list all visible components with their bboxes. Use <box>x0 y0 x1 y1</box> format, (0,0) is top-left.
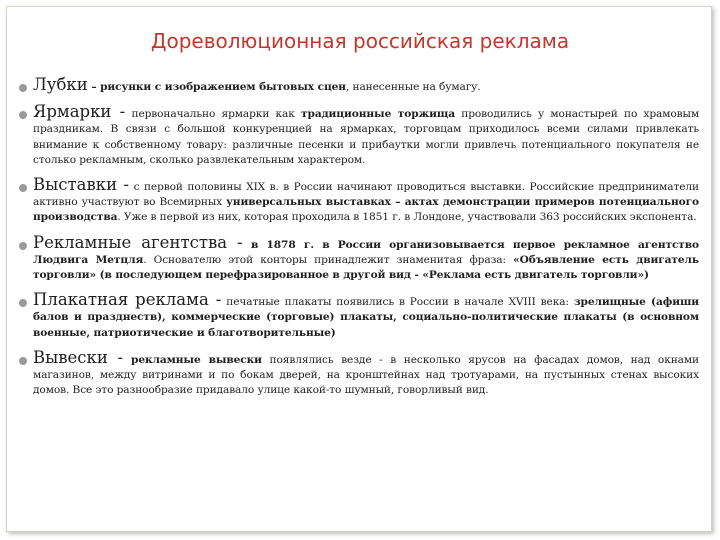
item-segment: проводились у монастырей по храмовым праздникам. В связи с большой конкуренцией на ярмарках, торговцам приходилось всеми силами привлекать внимание к собственному товару: различные песенки и прибаутки могли привлечь потенциального покупателя не столько рекламным, сколько развлекательным характером. <box>33 108 699 166</box>
bullet-text <box>33 77 699 95</box>
bullet-item-vystavki <box>19 177 699 226</box>
bullet-dot-icon <box>19 242 27 250</box>
bullet-dot-icon <box>19 111 27 119</box>
slide-title: Дореволюционная российская реклама <box>150 29 570 53</box>
bullet-item-yarmarki <box>19 104 699 168</box>
bullet-text <box>33 292 699 341</box>
item-segment: . Основателю этой конторы принадлежит знаменитая фраза: <box>143 253 514 266</box>
item-segment: появлялись везде - в несколько ярусов на фасадах домов, над окнами магазинов, между витринами и по бокам дверей, на кронштейнах над тротуарами, на пустынных стенах высоких домов. Все это разнообразие придавало улице какой-то шумный, говорливый вид. <box>33 353 699 397</box>
item-segment: печатные плакаты появились в России в начале XVIII века: <box>221 296 574 309</box>
bullet-dot-icon <box>19 357 27 365</box>
item-segment: , нанесенные на бумагу. <box>345 81 481 93</box>
bullet-item-lubki <box>19 77 699 95</box>
bullet-item-agentstva <box>19 232 699 284</box>
bullet-text <box>33 347 699 399</box>
item-heading: Ярмарки - <box>33 102 126 122</box>
bullet-item-plakaty <box>19 292 699 341</box>
item-segment: с первой половины XIX в. в России начинают проводиться выставки. Российские предприниматели активно участвуют во Всемирных <box>33 181 699 209</box>
item-heading: Выставки - <box>33 175 130 195</box>
item-heading: Вывески - <box>33 347 124 367</box>
slide <box>6 6 712 532</box>
item-segment: рекламные вывески <box>123 353 262 366</box>
item-segment: зрелищные (афиши балов и празднеств), коммерческие (торговые) плакаты, социально-политические плакаты (в основном военные, патриотические и благотворительные) <box>33 296 699 339</box>
bullet-dot-icon <box>19 184 27 192</box>
item-heading: Плакатная реклама - <box>33 290 222 310</box>
item-segment: . Уже в первой из них, которая проходила в 1851 г. в Лондоне, участвовали 363 российских экспонента. <box>117 211 697 224</box>
item-segment: традиционные торжища <box>301 108 456 121</box>
bullet-text <box>33 104 699 168</box>
bullet-text <box>33 177 699 226</box>
bullet-item-vyveski <box>19 347 699 399</box>
item-segment: универсальных выставках – актах демонстрации примеров потенциального производства <box>33 196 699 224</box>
item-segment: – рисунки с изображением бытовых сцен <box>87 81 346 93</box>
item-segment: «Объявление есть двигатель торговли» (в последующем перефразированное в другой вид - «Реклама есть двигатель торговли») <box>33 253 699 282</box>
bullet-dot-icon <box>19 84 27 92</box>
bullet-text <box>33 232 699 284</box>
item-segment: первоначально ярмарки как <box>125 108 302 121</box>
item-segment: в 1878 г. в России организовывается первое рекламное агентство Людвига Метцля <box>33 238 699 266</box>
item-heading: Лубки <box>33 75 88 94</box>
item-heading: Рекламные агентства - <box>33 232 243 252</box>
bullet-list <box>19 77 699 407</box>
bullet-dot-icon <box>19 299 27 307</box>
